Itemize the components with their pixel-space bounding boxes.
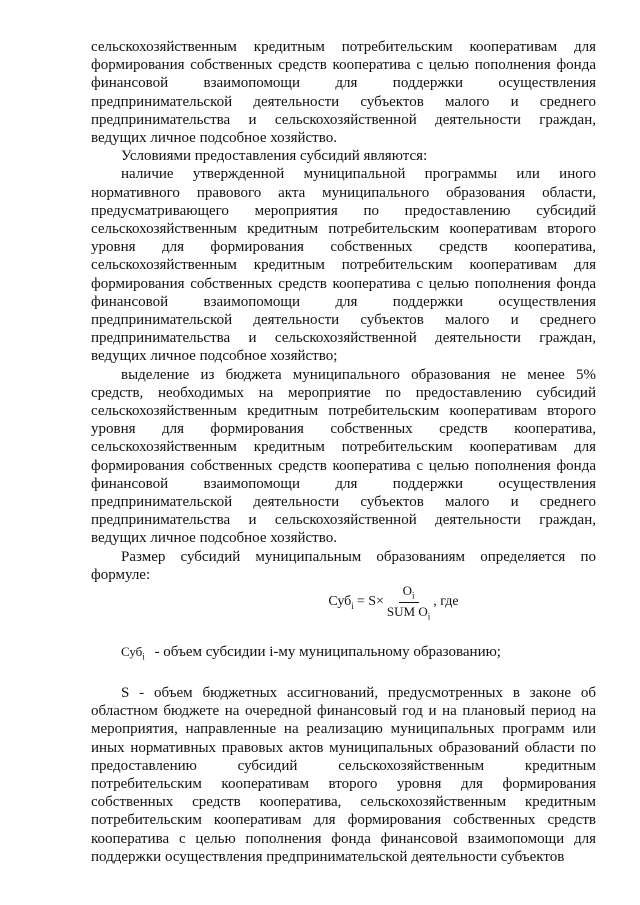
formula-fraction bbox=[387, 583, 430, 621]
formula-tail: , где bbox=[433, 594, 459, 610]
definition-line bbox=[121, 644, 601, 662]
definition-symbol: Суб$_i$ bbox=[121, 644, 145, 662]
paragraph-cooperatives-tail: сельскохозяйственным кредитным потребительским кооперативам для формирования собственных средств кооператива с целью пополнения фонда финансовой взаимопомощи для поддержки осуществления предпринимательской деятельности субъектов малого и среднего предпринимательства и сельскохозяйственной деятельности граждан, ведущих личное подсобное хозяйство. bbox=[91, 39, 596, 147]
paragraph-s-definition: S - объем бюджетных ассигнований, предусмотренных в законе об областном бюджете на очередной финансовый год и на плановый период на мероприятия, направленные на реализацию муниципальных программ или иных нормативных правовых актов муниципальных образований области по предоставлению субсидий сельскохозяйственным кредитным потребительским кооперативам второго уровня для формирования собственных средств кооператива, сельскохозяйственным кредитным потребительским кооперативам для формирования собственных средств кооператива с целью пополнения фонда финансовой взаимопомощи для поддержки осуществления предпринимательской деятельности субъектов bbox=[91, 685, 596, 865]
paragraph-condition-program: наличие утвержденной муниципальной программы или иного нормативного правового акта муниципального образования области, предусматривающего мероприятия по предоставлению субсидий сельскохозяйственным кредитным потребительским кооперативам второго уровня для формирования собственных средств кооператива, сельскохозяйственным кредитным потребительским кооперативам для формирования собственных средств кооператива с целью пополнения фонда финансовой взаимопомощи для поддержки осуществления предпринимательской деятельности субъектов малого и среднего предпринимательства и сельскохозяйственной деятельности граждан, ведущих личное подсобное хозяйство; bbox=[91, 166, 596, 365]
document-body bbox=[91, 38, 596, 584]
formula-lhs: Суб$_i$ bbox=[328, 593, 354, 611]
definition-text: - объем субсидии i-му муниципальному образованию; bbox=[154, 644, 501, 660]
subsidy-formula bbox=[91, 583, 596, 621]
paragraph-formula-intro: Размер субсидий муниципальным образованиям определяется по формуле: bbox=[91, 548, 596, 583]
formula-denominator: SUM $O_i$ bbox=[386, 603, 431, 622]
paragraph-conditions-heading: Условиями предоставления субсидий являются: bbox=[121, 148, 428, 165]
paragraph-condition-funding: выделение из бюджета муниципального образования не менее 5% средств, необходимых на мероприятие по предоставлению субсидий сельскохозяйственным кредитным потребительским кооперативам второго уровня для формирования собственных средств кооператива, сельскохозяйственным кредитным потребительским кооперативам для формирования собственных средств кооператива с целью пополнения фонда финансовой взаимопомощи для поддержки осуществления предпринимательской деятельности субъектов малого и среднего предпринимательства и сельскохозяйственной деятельности граждан, ведущих личное подсобное хозяйство. bbox=[91, 366, 596, 547]
document-body-continued bbox=[91, 684, 596, 866]
formula-eq: = S× bbox=[356, 594, 384, 610]
formula-numerator: $O_i$ bbox=[399, 583, 419, 603]
